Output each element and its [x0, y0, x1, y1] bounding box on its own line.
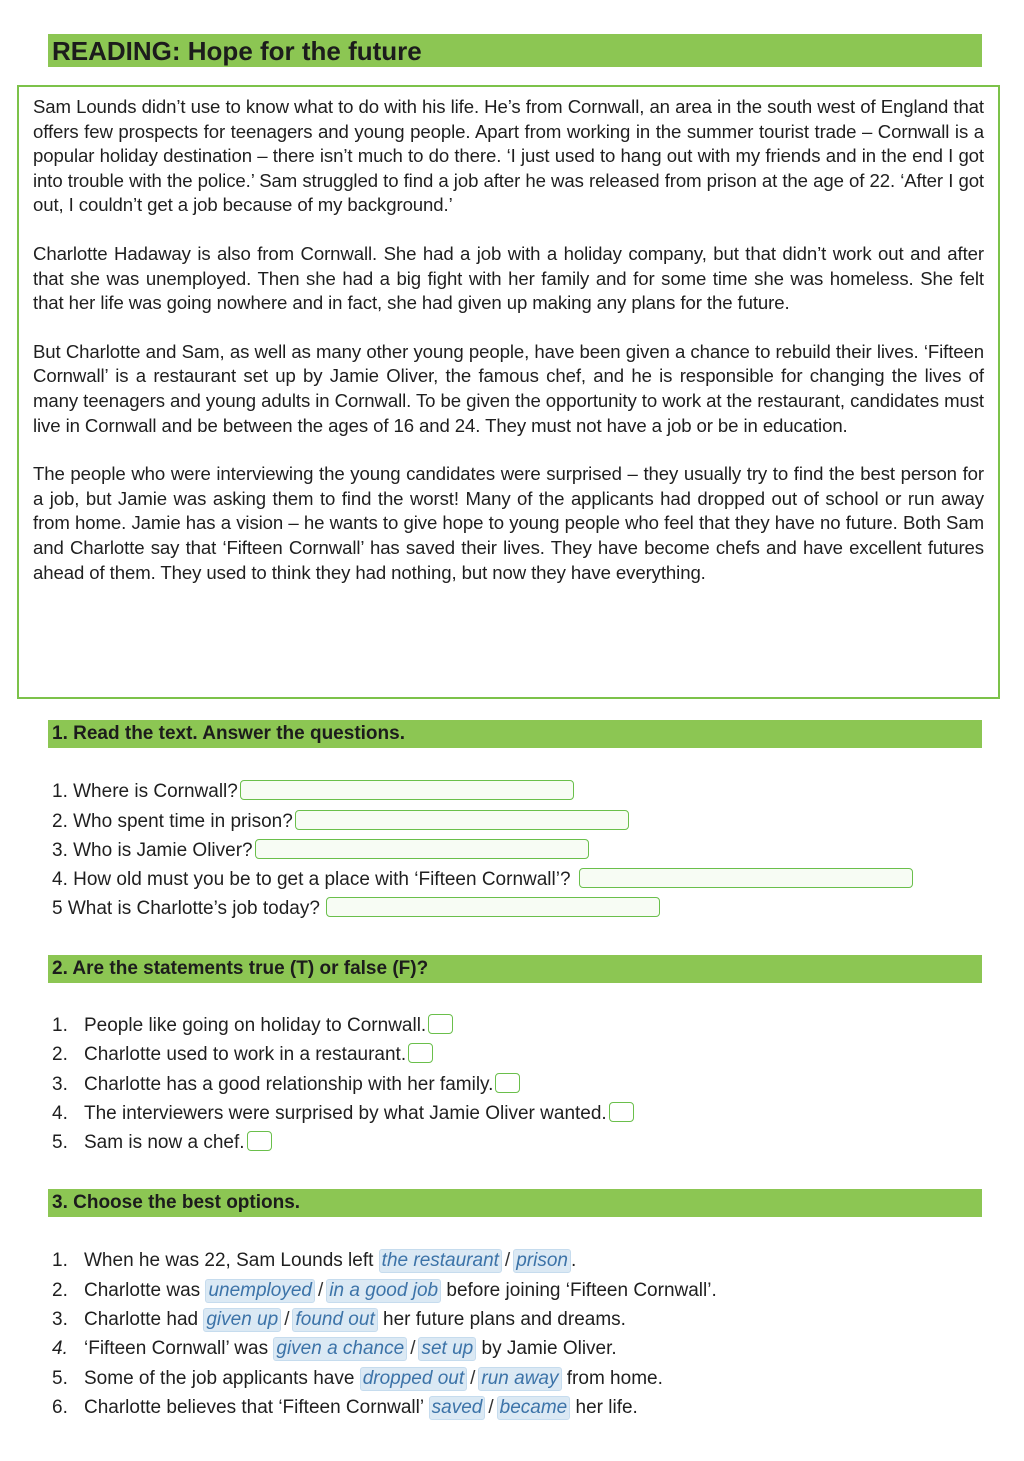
- question-text: 2. Who spent time in prison?: [52, 811, 293, 832]
- statement-text: Charlotte used to work in a restaurant.: [84, 1044, 407, 1065]
- statement-row: [52, 1014, 453, 1038]
- option-text-after: from home.: [566, 1368, 663, 1389]
- option-text-before: Charlotte was: [84, 1280, 201, 1301]
- option-separator: /: [488, 1397, 494, 1418]
- tf-answer-box[interactable]: [495, 1073, 520, 1093]
- statement-text: Sam is now a chef.: [84, 1132, 245, 1153]
- option-text-after: .: [570, 1250, 577, 1271]
- option-choice-1[interactable]: given a chance: [273, 1337, 407, 1361]
- option-separator: /: [504, 1250, 511, 1271]
- option-separator: /: [284, 1309, 290, 1330]
- option-choice-1[interactable]: unemployed: [205, 1279, 315, 1303]
- tf-answer-box[interactable]: [609, 1102, 634, 1122]
- option-choice-2[interactable]: found out: [292, 1308, 377, 1332]
- tf-answer-box[interactable]: [428, 1014, 453, 1034]
- option-choice-2[interactable]: became: [497, 1396, 571, 1420]
- statement-number: 3.: [52, 1074, 68, 1095]
- option-text-before: Some of the job applicants have: [84, 1368, 355, 1389]
- option-choice-1[interactable]: the restaurant: [379, 1249, 502, 1273]
- statement-number: 1.: [52, 1015, 68, 1036]
- option-separator: /: [317, 1280, 324, 1301]
- option-row: [52, 1396, 638, 1420]
- statement-row: [52, 1043, 433, 1067]
- option-row: [52, 1337, 617, 1361]
- question-text: 3. Who is Jamie Oliver?: [52, 840, 253, 861]
- question-text: 4. How old must you be to get a place with ‘Fifteen Cornwall’?: [52, 869, 571, 890]
- option-separator: /: [470, 1368, 476, 1389]
- option-choice-1[interactable]: given up: [203, 1308, 281, 1332]
- option-row-number: 1.: [52, 1250, 68, 1271]
- question-row: [52, 780, 574, 804]
- option-text-after: her life.: [575, 1397, 638, 1418]
- statement-text: Charlotte has a good relationship with her family.: [84, 1074, 494, 1095]
- statement-text: People like going on holiday to Cornwall.: [84, 1015, 427, 1036]
- paragraph: But Charlotte and Sam, as well as many other young people, have been given a chance to rebuild their lives. ‘Fifteen Cornwall’ is a restaurant set up by Jamie Oliver, the famous chef, and he is responsible for changing the lives of many teenagers and young adults in Cornwall. To be given the opportunity to work at the restaurant, candidates must live in Cornwall and be between the ages of 16 and 24. They must not have a job or be in education.: [33, 340, 984, 436]
- question-row: [52, 839, 589, 863]
- section-1-heading: 1. Read the text. Answer the questions.: [48, 720, 982, 748]
- statement-row: [52, 1131, 272, 1155]
- paragraph: Sam Lounds didn’t use to know what to do with his life. He’s from Cornwall, an area in the south west of England that offers few prospects for teenagers and young people. Apart from working in the summer tourist trade – Cornwall is a popular holiday destination – there isn’t much to do there. ‘I just used to hang out with my friends and in the end I got into trouble with the police.’ Sam struggled to find a job after he was released from prison at the age of 22. ‘After I got out, I couldn’t get a job because of my background.’: [33, 96, 984, 216]
- option-row-number: 2.: [52, 1280, 68, 1301]
- option-choice-1[interactable]: dropped out: [360, 1367, 467, 1391]
- option-row: [52, 1279, 717, 1303]
- option-choice-2[interactable]: set up: [418, 1337, 476, 1361]
- option-choice-2[interactable]: prison: [513, 1249, 571, 1273]
- option-choice-1[interactable]: saved: [429, 1396, 486, 1420]
- option-choice-2[interactable]: run away: [478, 1367, 561, 1391]
- section-2-heading: 2. Are the statements true (T) or false (F)?: [48, 955, 982, 983]
- option-text-after: by Jamie Oliver.: [481, 1338, 617, 1359]
- answer-input[interactable]: [326, 897, 660, 917]
- option-row: [52, 1308, 626, 1332]
- question-row: [52, 868, 913, 892]
- page-title: READING: Hope for the future: [48, 34, 982, 67]
- option-text-before: Charlotte had: [84, 1309, 199, 1330]
- tf-answer-box[interactable]: [247, 1131, 272, 1151]
- option-text-after: her future plans and dreams.: [383, 1309, 626, 1330]
- option-text-before: Charlotte believes that ‘Fifteen Cornwall’: [84, 1397, 424, 1418]
- option-text-before: When he was 22, Sam Lounds left: [84, 1250, 374, 1271]
- statement-row: [52, 1102, 634, 1126]
- statement-text: The interviewers were surprised by what Jamie Oliver wanted.: [84, 1103, 607, 1124]
- option-row-number: 3.: [52, 1309, 68, 1330]
- answer-input[interactable]: [579, 868, 913, 888]
- statement-row: [52, 1073, 520, 1097]
- option-row-number: 6.: [52, 1397, 68, 1418]
- answer-input[interactable]: [240, 780, 574, 800]
- paragraph: The people who were interviewing the young candidates were surprised – they usually try to find the best person for a job, but Jamie was asking them to find the worst! Many of the applicants had dropped out of school or run away from home. Jamie has a vision – he wants to give hope to young people who feel that they have no future. Both Sam and Charlotte say that ‘Fifteen Cornwall’ has saved their lives. They have become chefs and have excellent futures ahead of them. They used to think they had nothing, but now they have everything.: [33, 463, 984, 583]
- question-row: [52, 897, 660, 921]
- option-row-number: 4.: [52, 1338, 68, 1359]
- option-choice-2[interactable]: in a good job: [326, 1279, 441, 1303]
- section-3-heading: 3. Choose the best options.: [48, 1189, 982, 1217]
- question-text: 1. Where is Cornwall?: [52, 781, 238, 802]
- option-row: [52, 1249, 576, 1273]
- option-text-before: ‘Fifteen Cornwall’ was: [84, 1338, 269, 1359]
- answer-input[interactable]: [295, 810, 629, 830]
- answer-input[interactable]: [255, 839, 589, 859]
- reading-passage: [17, 85, 1000, 699]
- question-text: 5 What is Charlotte’s job today?: [52, 898, 320, 919]
- statement-number: 5.: [52, 1132, 68, 1153]
- statement-number: 2.: [52, 1044, 68, 1065]
- option-text-after: before joining ‘Fifteen Cornwall’.: [446, 1280, 717, 1301]
- paragraph: Charlotte Hadaway is also from Cornwall. She had a job with a holiday company, but that didn’t work out and after that she was unemployed. Then she had a big fight with her family and for some time she was homeless. She felt that her life was going nowhere and in fact, she had given up making any plans for the future.: [33, 242, 984, 314]
- statement-number: 4.: [52, 1103, 68, 1124]
- option-separator: /: [410, 1338, 416, 1359]
- tf-answer-box[interactable]: [408, 1043, 433, 1063]
- option-row-number: 5.: [52, 1368, 68, 1389]
- option-row: [52, 1367, 663, 1391]
- question-row: [52, 810, 629, 834]
